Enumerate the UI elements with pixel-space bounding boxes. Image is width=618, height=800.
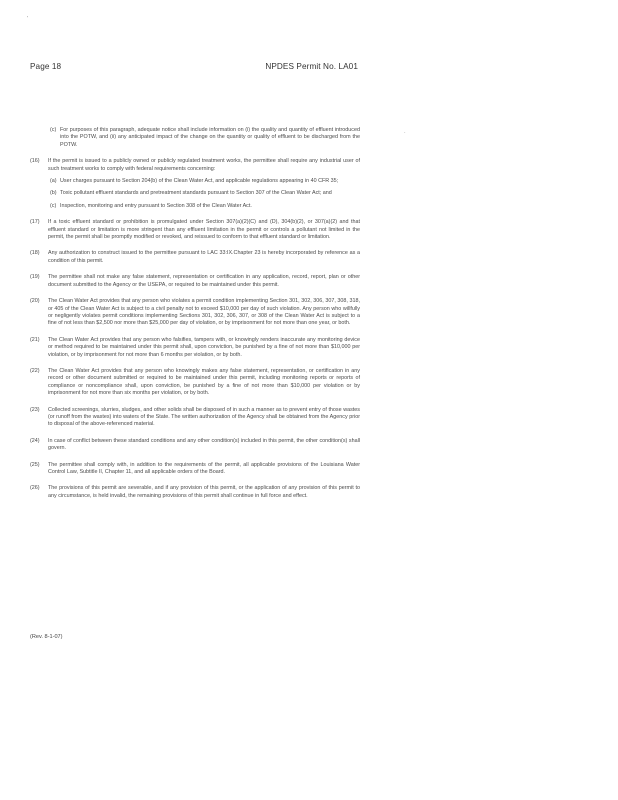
paragraph-text: Collected screenings, slurries, sludges, and other solids shall be disposed of in such a manner as to prevent entry of those wastes (or runoff from the wastes) into waters of the State. The written authorization of the Agency shall be obtained from the Agency prior to disposal of the above-referenced material. — [48, 406, 360, 428]
paragraph-text: If a toxic effluent standard or prohibition is promulgated under Section 307(a)(2)(C) and (D), 304(b)(2), or 307(a)(2) and that effluent standard or limitation is more stringent than any effluent limitation in the permit or controls a pollutant not limited in the permit, the permit shall be promptly modified or revoked, and reissued to conform to that effluent standard or limitation. — [48, 219, 360, 241]
paragraph-text: The Clean Water Act provides that any person who violates a permit condition implementing Section 301, 302, 306, 307, 308, 318, or 405 of the Clean Water Act is subject to a civil penalty not to exceed $10,000 per day of such violation. Any person who willfully or negligently violates permit conditions implementing Sections 301, 302, 306, 307, or 308 of the Clean Water Act is subject to a fine of not less than $2,500 nor more than $25,000 per day of violation, or by imprisonment for not more than one year, or both. — [48, 298, 360, 327]
paragraph-number: (25) — [30, 461, 40, 468]
paragraph-number: (16) — [30, 158, 40, 165]
paragraph-text: If the permit is issued to a publicly owned or publicly regulated treatment works, the permittee shall require any industrial user of such treatment works to comply with federal requirements concerning: — [48, 158, 360, 172]
paragraph-number: (22) — [30, 367, 40, 374]
paragraph-25 — [30, 462, 360, 477]
paragraph-18 — [30, 250, 360, 265]
paragraph-24 — [30, 438, 360, 453]
paragraph-22 — [30, 368, 360, 398]
paragraph-number: (26) — [30, 485, 40, 492]
page-number: Page 18 — [30, 62, 62, 71]
subparagraph-text: Inspection, monitoring and entry pursuant to Section 308 of the Clean Water Act. — [60, 202, 252, 209]
page-header — [30, 62, 358, 71]
paragraph-number: (21) — [30, 336, 40, 343]
paragraph-text: The provisions of this permit are severable, and if any provision of this permit, or the application of any provision of this permit to any circumstance, is held invalid, the remaining provisions of this permit shall continue in full force and effect. — [48, 485, 360, 499]
document-body — [30, 127, 360, 500]
permit-number: NPDES Permit No. LA01 — [265, 62, 358, 71]
paragraph-number: (23) — [30, 406, 40, 413]
paragraph-23 — [30, 407, 360, 429]
subparagraph-text: For purposes of this paragraph, adequate notice shall include information on (i) the quality and quantity of effluent introduced into the POTW, and (ii) any anticipated impact of the change on the quantity or quality of effluent to be discharged from the POTW. — [60, 127, 360, 148]
paragraph-20 — [30, 298, 360, 328]
paragraph-text: Any authorization to construct issued to the permittee pursuant to LAC 33:IX.Chapter 23 is hereby incorporated by reference as a condition of this permit. — [48, 250, 360, 264]
subparagraph-16c — [48, 203, 360, 210]
intro-subparagraph — [48, 127, 360, 149]
paragraph-number: (18) — [30, 250, 40, 257]
subparagraph-number: (c) — [50, 202, 57, 209]
subparagraph-number: (b) — [50, 190, 57, 197]
subparagraph-number: (a) — [50, 178, 57, 185]
paragraph-text: The permittee shall comply with, in addition to the requirements of the permit, all applicable provisions of the Louisiana Water Control Law, Subtitle II, Chapter 11, and all applicable orders of the Board. — [48, 461, 360, 475]
scan-mark: · — [404, 130, 406, 136]
paragraph-number: (24) — [30, 437, 40, 444]
paragraph-text: In case of conflict between these standard conditions and any other condition(s) included in this permit, the other condition(s) shall govern. — [48, 437, 360, 452]
subparagraph-16b — [48, 190, 360, 197]
paragraph-text: The permittee shall not make any false statement, representation or certification in any application, record, report, plan or other document submitted to the Agency or the USEPA, or required to be maintained under this permit. — [48, 274, 360, 288]
paragraph-16 — [30, 158, 360, 173]
scan-mark: ' — [27, 16, 28, 22]
paragraph-17 — [30, 219, 360, 241]
subparagraph-text: User charges pursuant to Section 204(b) of the Clean Water Act, and applicable regulations appearing in 40 CFR 35; — [60, 178, 339, 185]
paragraph-number: (20) — [30, 298, 40, 305]
paragraph-number: (17) — [30, 219, 40, 226]
paragraph-19 — [30, 274, 360, 289]
paragraph-number: (19) — [30, 274, 40, 281]
paragraph-text: The Clean Water Act provides that any person who falsifies, tampers with, or knowingly renders inaccurate any monitoring device or method required to be maintained under this permit shall, upon conviction, be punished by a fine of not more than $10,000 per violation, or by imprisonment for not more than 6 months per violation, or by both. — [48, 336, 360, 358]
subparagraph-16a — [48, 178, 360, 185]
paragraph-21 — [30, 337, 360, 359]
paragraph-26 — [30, 485, 360, 500]
subparagraph-text: Toxic pollutant effluent standards and pretreatment standards pursuant to Section 307 of the Clean Water Act; and — [60, 190, 332, 197]
revision-date: (Rev. 8-1-07) — [30, 634, 63, 640]
paragraph-text: The Clean Water Act provides that any person who knowingly makes any false statement, representation, or certification in any record or other document submitted or required to be maintained under this permit, including monitoring reports or reports of compliance or noncompliance shall, upon conviction, be punished by a fine of not more than $10,000 per violation or by imprisonment for not more than six months per violation, or by both. — [48, 367, 360, 397]
subparagraph-number: (c) — [50, 127, 57, 133]
